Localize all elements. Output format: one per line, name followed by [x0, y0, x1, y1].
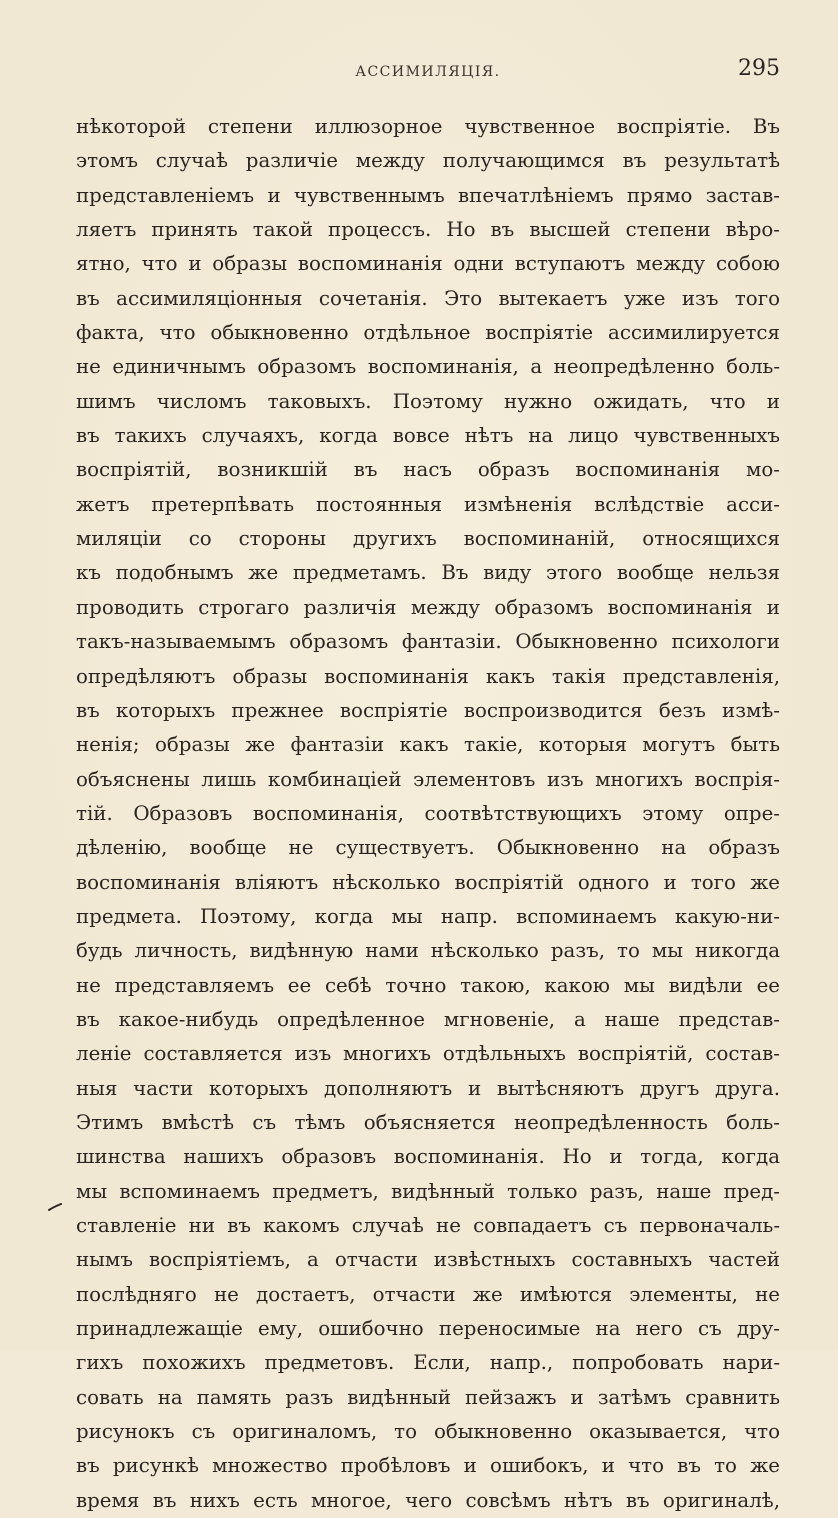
- page-number: 295: [738, 56, 780, 81]
- text-line: жетъ претерпѣвать постоянныя измѣненія вслѣдствіе асси-: [76, 492, 780, 516]
- text-line: къ подобнымъ же предметамъ. Въ виду этого вообще нельзя: [76, 561, 780, 585]
- body-text: [76, 110, 780, 1518]
- text-line: леніе составляется изъ многихъ отдѣльныхъ воспріятій, состав-: [76, 1042, 780, 1066]
- text-line: такъ-называемымъ образомъ фантазіи. Обыкновенно психологи: [76, 630, 780, 654]
- text-line: рисунокъ съ оригиналомъ, то обыкновенно оказывается, что: [76, 1420, 780, 1444]
- text-line: въ ассимиляціонныя сочетанія. Это вытекаетъ уже изъ того: [76, 286, 780, 310]
- text-line: мы вспоминаемъ предметъ, видѣнный только разъ, наше пред-: [76, 1179, 780, 1203]
- text-line: ныя части которыхъ дополняютъ и вытѣсняютъ другъ друга.: [76, 1076, 780, 1100]
- text-line: ятно, что и образы воспоминанія одни вступаютъ между собою: [76, 252, 780, 276]
- text-line: нымъ воспріятіемъ, а отчасти извѣстныхъ составныхъ частей: [76, 1248, 780, 1272]
- pencil-mark-icon: [48, 1202, 62, 1212]
- text-line: послѣдняго не достаетъ, отчасти же имѣются элементы, не: [76, 1282, 780, 1306]
- text-line: въ которыхъ прежнее воспріятіе воспроизводится безъ измѣ-: [76, 698, 780, 722]
- text-line: проводить строгаго различія между образомъ воспоминанія и: [76, 595, 780, 619]
- text-line: предмета. Поэтому, когда мы напр. вспоминаемъ какую-ни-: [76, 904, 780, 928]
- text-line: шимъ числомъ таковыхъ. Поэтому нужно ожидать, что и: [76, 389, 780, 413]
- text-line: опредѣляютъ образы воспоминанія какъ такія представленія,: [76, 664, 780, 688]
- running-head: [76, 56, 780, 90]
- text-line: миляціи со стороны другихъ воспоминаній, относящихся: [76, 527, 780, 551]
- text-line: нѣкоторой степени иллюзорное чувственное воспріятіе. Въ: [76, 115, 780, 138]
- text-line: въ какое-нибудь опредѣленное мгновеніе, а наше представ-: [76, 1007, 780, 1031]
- text-line: совать на память разъ видѣнный пейзажъ и затѣмъ сравнить: [76, 1385, 780, 1409]
- text-line: шинства нашихъ образовъ воспоминанія. Но и тогда, когда: [76, 1145, 780, 1169]
- text-line: объяснены лишь комбинаціей элементовъ изъ многихъ воспрія-: [76, 767, 780, 791]
- text-line: будь личность, видѣнную нами нѣсколько разъ, то мы никогда: [76, 939, 780, 963]
- text-line: факта, что обыкновенно отдѣльное воспріятіе ассимилируется: [76, 321, 780, 345]
- text-line: не представляемъ ее себѣ точно такою, какою мы видѣли ее: [76, 973, 780, 997]
- text-line: не единичнымъ образомъ воспоминанія, а неопредѣленно боль-: [76, 355, 780, 379]
- text-line: этомъ случаѣ различіе между получающимся въ результатѣ: [76, 149, 780, 173]
- text-line: въ рисункѣ множество пробѣловъ и ошибокъ, и что въ то же: [76, 1454, 780, 1478]
- text-line: тій. Образовъ воспоминанія, соотвѣтствующихъ этому опре-: [76, 801, 780, 825]
- text-line: время въ нихъ есть многое, чего совсѣмъ нѣтъ въ оригиналѣ,: [76, 1488, 780, 1512]
- text-line: представленіемъ и чувственнымъ впечатлѣніемъ прямо застав-: [76, 183, 780, 207]
- text-line: гихъ похожихъ предметовъ. Если, напр., попробовать нари-: [76, 1351, 780, 1375]
- text-line: ляетъ принять такой процессъ. Но въ высшей степени вѣро-: [76, 218, 780, 242]
- text-line: воспріятій, возникшій въ насъ образъ воспоминанія мо-: [76, 458, 780, 482]
- text-line: ставленіе ни въ какомъ случаѣ не совпадаетъ съ первоначаль-: [76, 1214, 780, 1237]
- running-title: АССИМИЛЯЦIЯ.: [355, 64, 501, 80]
- text-line: Этимъ вмѣстѣ съ тѣмъ объясняется неопредѣленность боль-: [76, 1110, 780, 1134]
- text-line: принадлежащіе ему, ошибочно переносимые на него съ дру-: [76, 1317, 780, 1341]
- text-line: въ такихъ случаяхъ, когда вовсе нѣтъ на лицо чувственныхъ: [76, 424, 780, 448]
- text-line: дѣленію, вообще не существуетъ. Обыкновенно на образъ: [76, 836, 780, 860]
- text-line: ненія; образы же фантазіи какъ такіе, которыя могутъ быть: [76, 733, 780, 757]
- text-line: воспоминанія вліяютъ нѣсколько воспріятій одного и того же: [76, 870, 780, 894]
